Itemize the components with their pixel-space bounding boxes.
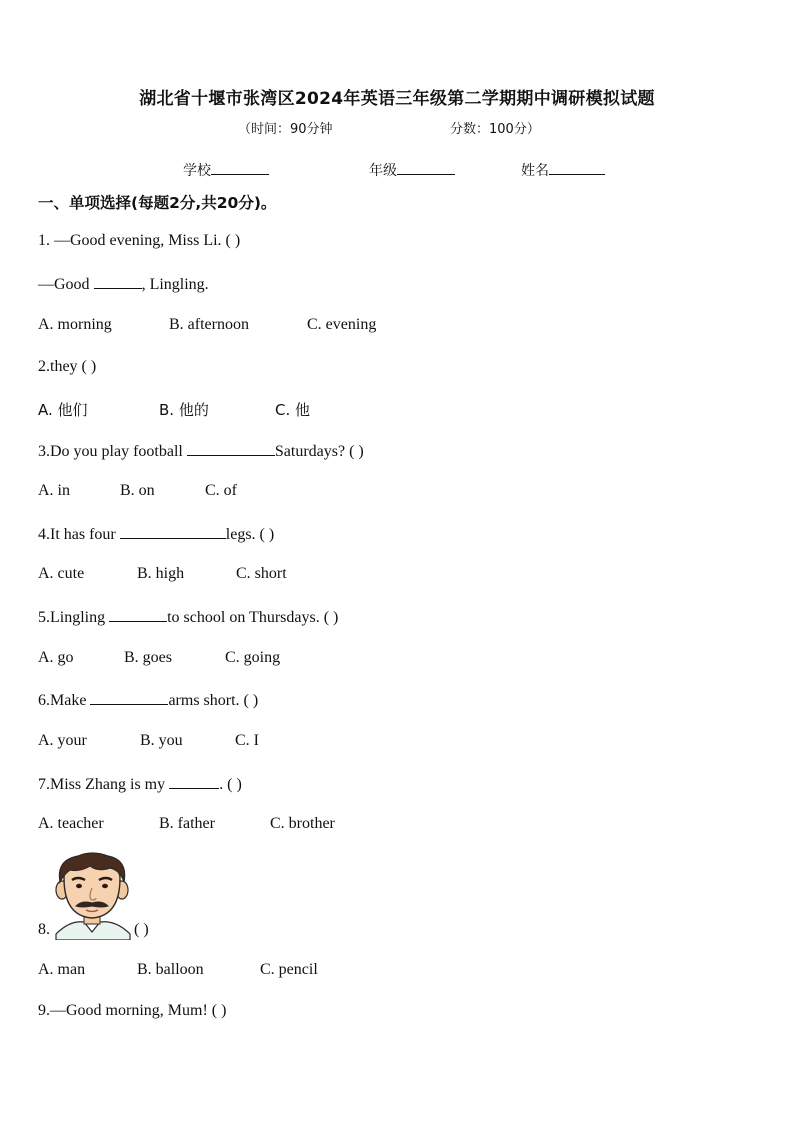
option-c[interactable]: C. going — [225, 649, 281, 666]
question-stem: 9.—Good morning, Mum! ( ) — [38, 1002, 227, 1019]
option-c[interactable]: C. evening — [307, 316, 377, 333]
question-stem: ( ) — [134, 921, 149, 938]
question-2-options — [38, 399, 310, 420]
name-field — [521, 160, 605, 180]
question-1-options — [38, 316, 376, 334]
question-stem: 8. — [38, 921, 50, 938]
answer-blank[interactable] — [90, 690, 168, 705]
question-5 — [38, 607, 338, 627]
question-4-options — [38, 565, 287, 583]
option-a[interactable]: A. in — [38, 482, 70, 499]
question-stem: legs. ( ) — [225, 526, 275, 543]
school-blank[interactable] — [211, 160, 269, 175]
option-b[interactable]: B. afternoon — [169, 316, 249, 333]
answer-blank[interactable] — [109, 607, 167, 622]
option-c[interactable]: C. short — [236, 565, 287, 582]
answer-blank[interactable] — [120, 524, 226, 539]
option-c[interactable]: C. I — [235, 732, 259, 749]
question-stem: . ( ) — [219, 776, 242, 793]
question-7 — [38, 774, 242, 794]
question-3 — [38, 441, 364, 461]
option-c[interactable]: C. of — [205, 482, 237, 499]
question-stem: 7.Miss Zhang is my — [38, 776, 170, 793]
grade-label: 年级 — [369, 163, 397, 179]
exam-time: （时间：90分钟 — [238, 122, 333, 137]
question-stem: to school on Thursdays. ( ) — [167, 609, 339, 626]
question-4 — [38, 524, 274, 544]
question-7-options — [38, 815, 335, 833]
answer-blank[interactable] — [187, 441, 275, 456]
answer-blank[interactable] — [94, 274, 142, 289]
exam-score: 分数：100分） — [450, 122, 540, 137]
option-a[interactable]: A. morning — [38, 316, 112, 333]
option-b[interactable]: B. father — [159, 815, 215, 832]
question-6-options — [38, 732, 259, 750]
option-a[interactable]: A. teacher — [38, 815, 104, 832]
option-b[interactable]: B. high — [137, 565, 185, 582]
name-blank[interactable] — [549, 160, 605, 175]
option-a[interactable]: A. cute — [38, 565, 85, 582]
school-field — [183, 160, 269, 180]
question-8-options — [38, 961, 318, 979]
option-a[interactable]: A. go — [38, 649, 74, 666]
question-stem: arms short. ( ) — [168, 692, 259, 709]
question-stem: 4.It has four — [38, 526, 120, 543]
option-b[interactable]: B. 他的 — [159, 401, 209, 419]
question-stem: 3.Do you play football — [38, 443, 187, 460]
question-stem: Saturdays? ( ) — [274, 443, 364, 460]
question-1-reply — [38, 274, 209, 294]
name-label: 姓名 — [521, 163, 549, 179]
option-c[interactable]: C. pencil — [260, 961, 318, 978]
question-8 — [38, 921, 149, 939]
question-stem: —Good — [38, 276, 94, 293]
question-stem: 5.Lingling — [38, 609, 110, 626]
question-stem: 2.they ( ) — [38, 358, 97, 375]
option-a[interactable]: A. man — [38, 961, 86, 978]
grade-blank[interactable] — [397, 160, 455, 175]
section-title: 一、单项选择(每题2分,共20分)。 — [38, 194, 277, 212]
option-b[interactable]: B. goes — [124, 649, 172, 666]
option-b[interactable]: B. balloon — [137, 961, 204, 978]
question-3-options — [38, 482, 237, 500]
grade-field — [369, 160, 455, 180]
option-b[interactable]: B. you — [140, 732, 183, 749]
answer-blank[interactable] — [169, 774, 219, 789]
question-6 — [38, 690, 258, 710]
option-c[interactable]: C. brother — [270, 815, 335, 832]
question-1 — [38, 232, 240, 250]
question-5-options — [38, 649, 280, 667]
option-a[interactable]: A. your — [38, 732, 87, 749]
question-stem: , Lingling. — [141, 276, 209, 293]
school-label: 学校 — [183, 163, 211, 179]
question-2 — [38, 358, 96, 376]
option-a[interactable]: A. 他们 — [38, 401, 88, 419]
question-9 — [38, 1002, 226, 1020]
question-stem: 1. —Good evening, Miss Li. ( ) — [38, 232, 241, 249]
option-b[interactable]: B. on — [120, 482, 155, 499]
exam-title: 湖北省十堰市张湾区2024年英语三年级第二学期期中调研模拟试题 — [139, 89, 655, 109]
exam-subtitle — [238, 118, 568, 137]
question-stem: 6.Make — [38, 692, 91, 709]
option-c[interactable]: C. 他 — [275, 401, 311, 419]
